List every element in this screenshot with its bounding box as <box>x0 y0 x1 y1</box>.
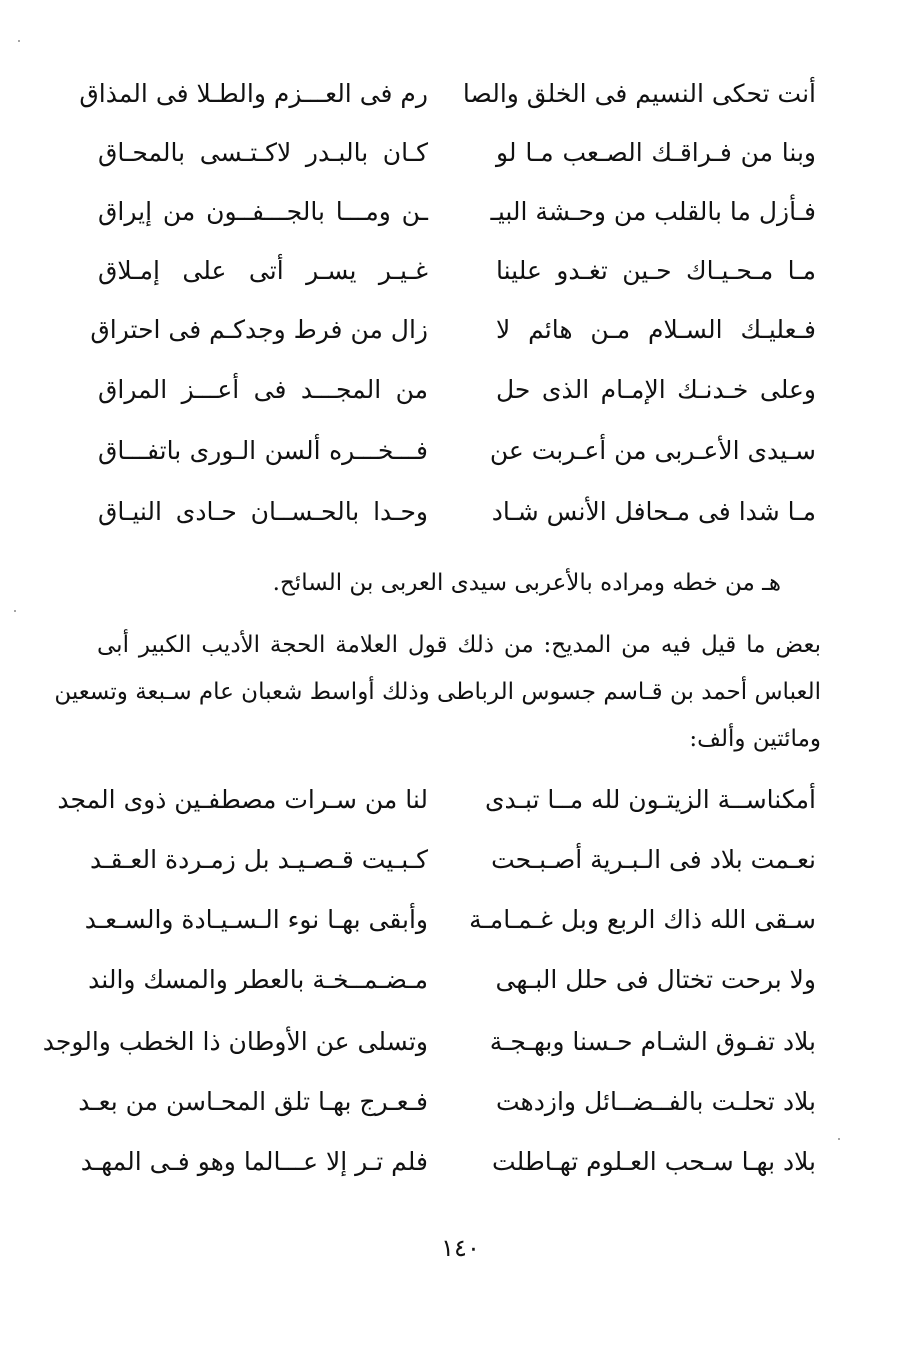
verse-first-hemistich: ولا برحت تختال فى حلل البـهى <box>495 965 816 994</box>
verse-second-hemistich: رم فى العـــزم والطـلا فى المذاق <box>79 79 428 108</box>
verse-first-hemistich: مـا مـحـيـاك حـين تغـدو علينا <box>496 256 816 285</box>
prose-paragraph <box>54 622 821 763</box>
source-note: هـ من خطه ومراده بالأعربى سيدى العربى بن السائح. <box>272 570 781 596</box>
verse <box>0 1072 921 1132</box>
verse-second-hemistich: مـضـمــخـة بالعطر والمسك والند <box>88 965 428 994</box>
verse <box>0 123 921 183</box>
prose-line: بعض ما قيل فيه من المديح: من ذلك قول العلامة الحجة الأديب الكبير أبى <box>97 632 821 658</box>
verse-second-hemistich: فـــخـــره ألسن الـورى باتفـــاق <box>98 436 428 465</box>
verse-second-hemistich: كـبـيت قـصـيـد بل زمـردة العـقـد <box>90 845 428 874</box>
verse <box>0 1132 921 1192</box>
verse-second-hemistich: وأبقى بهـا نوء الـسـيـادة والسـعـد <box>84 905 428 934</box>
verse <box>0 482 921 542</box>
verse <box>0 1012 921 1072</box>
verse-second-hemistich: من المجـــد فى أعـــز المراق <box>98 375 428 404</box>
verse-first-hemistich: سـقى الله ذاك الربع وبل غـمـامـة <box>469 905 816 934</box>
verse <box>0 64 921 124</box>
verse-second-hemistich: وحـدا بالحـســان حـادى النيـاق <box>98 497 428 526</box>
verse-second-hemistich: فلم تـر إلا عـــالما وهو فـى المهـد <box>80 1147 428 1176</box>
verse-first-hemistich: نعـمت بلاد فى الـبـرية أصـبـحت <box>491 845 816 874</box>
verse-second-hemistich: وتسلى عن الأوطان ذا الخطب والوجد <box>42 1027 428 1056</box>
verse-first-hemistich: سـيدى الأعـربى من أعـربت عن <box>489 436 816 465</box>
verse <box>0 770 921 830</box>
verse <box>0 360 921 420</box>
verse-first-hemistich: أمكناســة الزيتـون لله مــا تبـدى <box>484 785 816 814</box>
verse-first-hemistich: فـعليـك السـلام مـن هائم لا <box>496 315 816 344</box>
page-number: ١٤٠ <box>441 1234 480 1262</box>
verse-first-hemistich: فـأزل ما بالقلب من وحـشة البيـ <box>490 197 816 226</box>
verse <box>0 890 921 950</box>
verse-first-hemistich: وبنا من فـراقـك الصـعب مـا لو <box>496 138 816 167</box>
verse <box>0 300 921 360</box>
verse-first-hemistich: مـا شدا فى مـحافل الأنس شـاد <box>491 497 816 526</box>
verse-second-hemistich: زال من فرط وجدكـم فى احتراق <box>90 315 428 344</box>
prose-line: العباس أحمد بن قـاسم جسوس الرباطى وذلك أواسط شعبان عام سـبعة وتسعين <box>54 679 821 705</box>
verse-first-hemistich: بلاد تفـوق الشـام حـسنا وبهـجـة <box>489 1027 816 1056</box>
verse <box>0 182 921 242</box>
verse <box>0 830 921 890</box>
verse <box>0 950 921 1010</box>
verse-first-hemistich: وعلى خـدنـك الإمـام الذى حل <box>496 375 816 404</box>
verse-second-hemistich: ـن ومـــا بالجـــفــون من إيراق <box>98 197 428 226</box>
verse-second-hemistich: فـعـرج بهـا تلق المحـاسن من بعـد <box>78 1087 428 1116</box>
verse-first-hemistich: بلاد بهـا سـحب العـلوم تهـاطلت <box>492 1147 816 1176</box>
prose-line: ومائتين وألف: <box>689 726 821 752</box>
scan-speck <box>838 1138 840 1140</box>
verse <box>0 421 921 481</box>
verse <box>0 241 921 301</box>
verse-first-hemistich: بلاد تحلـت بالفــضــائل وازدهت <box>496 1087 816 1116</box>
verse-first-hemistich: أنت تحكى النسيم فى الخلق والصا <box>462 79 816 108</box>
scan-speck <box>14 610 16 612</box>
verse-second-hemistich: كـان بالبـدر لاكـتـسى بالمحـاق <box>98 138 428 167</box>
verse-second-hemistich: غـيـر يسـر أتى على إمـلاق <box>98 256 428 285</box>
scan-speck <box>18 40 20 42</box>
verse-second-hemistich: لنا من سـرات مصطفـين ذوى المجد <box>57 785 428 814</box>
